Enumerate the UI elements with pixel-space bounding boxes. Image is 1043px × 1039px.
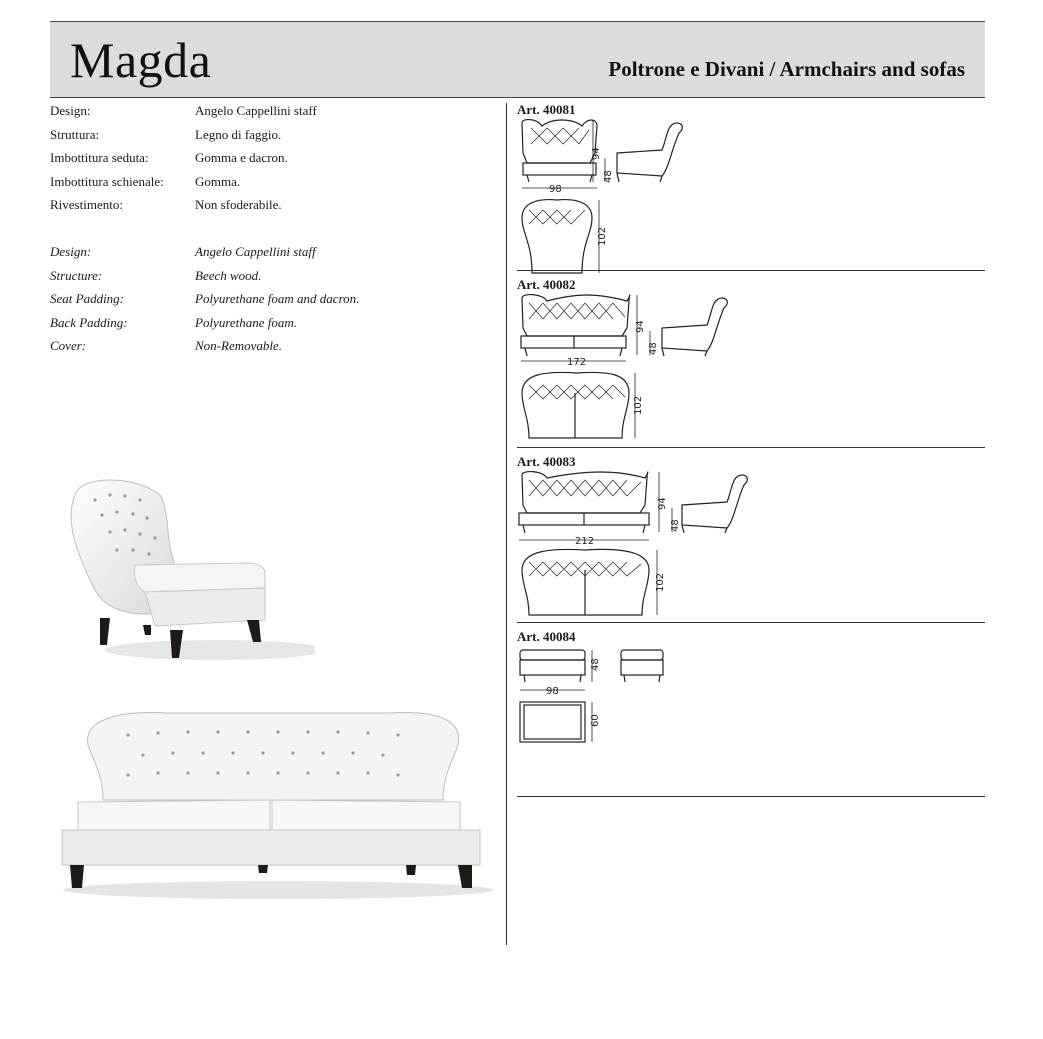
armchair-photo xyxy=(55,470,315,670)
article-code: Art. 40081 xyxy=(517,102,576,117)
column-divider xyxy=(506,103,507,945)
depth-label: 102 xyxy=(597,226,608,246)
depth-label: 102 xyxy=(633,395,644,415)
spec-label: Seat Padding: xyxy=(50,291,125,306)
width-label: 212 xyxy=(575,536,595,547)
spec-value: Polyurethane foam and dacron. xyxy=(195,291,360,306)
spec-row xyxy=(50,146,490,170)
spec-value: Angelo Cappellini staff xyxy=(195,244,316,259)
spec-value: Polyurethane foam. xyxy=(195,314,298,330)
page-title: Magda xyxy=(70,32,212,88)
spec-row xyxy=(50,240,490,264)
article-40081 xyxy=(517,102,985,272)
width-label: 98 xyxy=(546,686,559,697)
spec-label: Structure: xyxy=(50,267,103,283)
pouf-drawing xyxy=(517,645,697,775)
width-label: 98 xyxy=(549,184,562,195)
spec-value: Angelo Cappellini staff xyxy=(195,103,317,118)
spec-value: Beech wood. xyxy=(195,267,262,283)
spec-row xyxy=(50,334,490,358)
article-separator xyxy=(517,622,985,623)
spec-label: Imbottitura seduta: xyxy=(50,150,149,165)
height-label: 94 xyxy=(657,497,668,510)
depth-label: 60 xyxy=(590,714,601,727)
seat-label: 48 xyxy=(603,170,614,183)
page-subtitle: Poltrone e Divani / Armchairs and sofas xyxy=(608,57,965,81)
sofa-2-seat-drawing xyxy=(517,293,747,443)
article-separator xyxy=(517,447,985,448)
spec-label: Rivestimento: xyxy=(50,197,123,212)
spec-label: Back Padding: xyxy=(50,314,128,330)
spec-row xyxy=(50,99,490,123)
specs-english xyxy=(50,240,490,358)
sofa-photo xyxy=(58,705,498,900)
spec-value: Non sfoderabile. xyxy=(195,197,282,212)
spec-value: Gomma e dacron. xyxy=(195,150,288,165)
article-code: Art. 40083 xyxy=(517,454,576,469)
seat-label: 48 xyxy=(670,519,681,532)
specs-italian xyxy=(50,99,490,217)
height-label: 94 xyxy=(591,147,602,160)
spec-label: Design: xyxy=(50,244,92,259)
header-band xyxy=(50,21,985,98)
article-40083 xyxy=(517,454,985,624)
spec-label: Cover: xyxy=(50,338,87,353)
spec-label: Design: xyxy=(50,103,91,118)
depth-label: 102 xyxy=(655,572,666,592)
spec-value: Non-Removable. xyxy=(195,338,283,353)
sofa-3-seat-drawing xyxy=(517,470,767,620)
spec-value: Gomma. xyxy=(195,173,241,189)
spec-row xyxy=(50,123,490,147)
spec-label: Struttura: xyxy=(50,126,100,142)
article-40084 xyxy=(517,629,985,789)
spec-row xyxy=(50,170,490,194)
spec-row xyxy=(50,193,490,217)
seat-label: 48 xyxy=(590,658,601,671)
spec-value: Legno di faggio. xyxy=(195,126,282,142)
armchair-drawing xyxy=(517,118,717,268)
spec-row xyxy=(50,264,490,288)
article-code: Art. 40084 xyxy=(517,629,576,644)
width-label: 172 xyxy=(567,357,587,368)
height-label: 94 xyxy=(635,320,646,333)
spec-row xyxy=(50,287,490,311)
seat-label: 48 xyxy=(648,342,659,355)
spec-row xyxy=(50,311,490,335)
article-code: Art. 40082 xyxy=(517,277,576,292)
article-separator xyxy=(517,270,985,271)
article-40082 xyxy=(517,277,985,447)
article-separator xyxy=(517,796,985,797)
spec-label: Imbottitura schienale: xyxy=(50,173,164,189)
